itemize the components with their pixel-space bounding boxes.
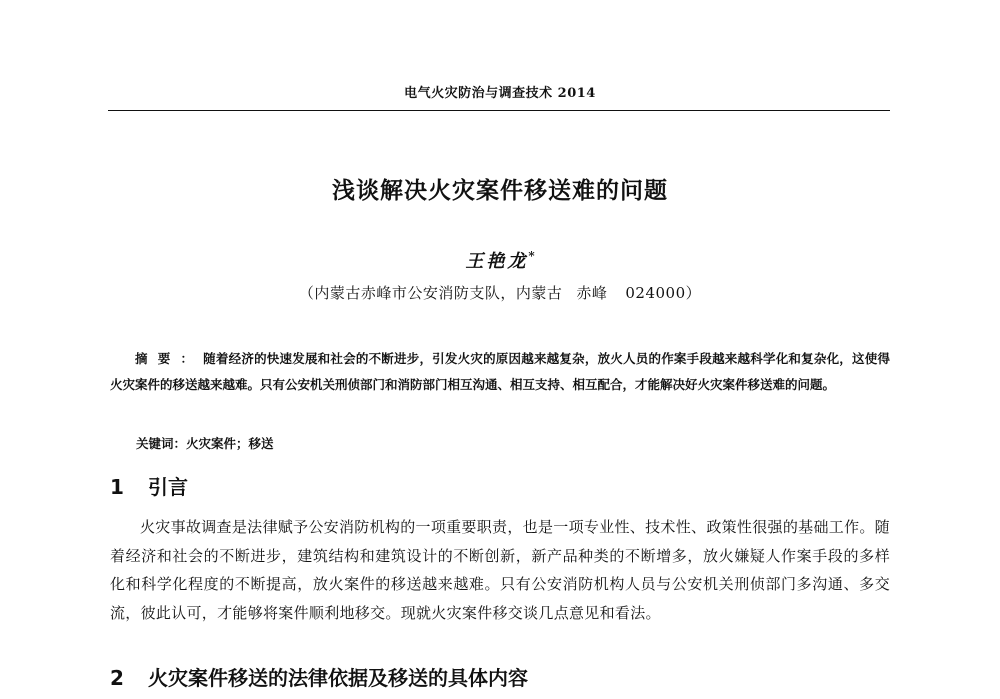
- section-title: 引言: [148, 475, 188, 499]
- header-rule: [108, 110, 890, 111]
- running-header: 电气火灾防治与调查技术 2014: [404, 86, 596, 101]
- abstract-label: 摘要：: [135, 351, 204, 366]
- affiliation-org: 内蒙古赤峰市公安消防支队，内蒙古: [314, 284, 563, 302]
- abstract: [110, 346, 890, 398]
- abstract-text: 随着经济的快速发展和社会的不断进步，引发火灾的原因越来越复杂，放火人员的作案手段越来越科学化和复杂化，这使得火灾案件的移送越来越难。只有公安机关刑侦部门和消防部门相互沟通、相互支持、相互配合，才能解决好火灾案件移送难的问题。: [110, 351, 890, 392]
- author-name: 王艳龙: [465, 251, 529, 272]
- section-number: 1: [110, 475, 124, 499]
- keywords: [136, 434, 274, 452]
- author-footnote-mark: *: [528, 249, 535, 263]
- affiliation-city: 赤峰: [576, 284, 608, 302]
- author-line: [110, 247, 890, 273]
- section-title: 火灾案件移送的法律依据及移送的具体内容: [148, 666, 528, 690]
- affiliation-postcode: 024000: [625, 284, 686, 302]
- section-heading-2: [110, 662, 528, 691]
- affiliation-close: ）: [685, 284, 702, 302]
- section-body-paragraph: 火灾事故调查是法律赋予公安消防机构的一项重要职责，也是一项专业性、技术性、政策性很强的基础工作。随着经济和社会的不断进步，建筑结构和建筑设计的不断创新，新产品种类的不断增多，放火嫌疑人作案手段的多样化和科学化程度的不断提高，放火案件的移送越来越难。只有公安消防机构人员与公安机关刑侦部门多沟通、多交流，彼此认可，才能够将案件顺利地移交。现就火灾案件移交谈几点意见和看法。: [110, 518, 890, 622]
- paper-title: 浅谈解决火灾案件移送难的问题: [332, 178, 668, 204]
- keywords-text: 火灾案件；移送: [186, 436, 274, 451]
- keywords-label: 关键词：: [136, 436, 187, 451]
- section-heading-1: [110, 471, 188, 500]
- affiliation-open: （: [298, 284, 315, 302]
- section-number: 2: [110, 666, 124, 690]
- affiliation: [110, 282, 890, 303]
